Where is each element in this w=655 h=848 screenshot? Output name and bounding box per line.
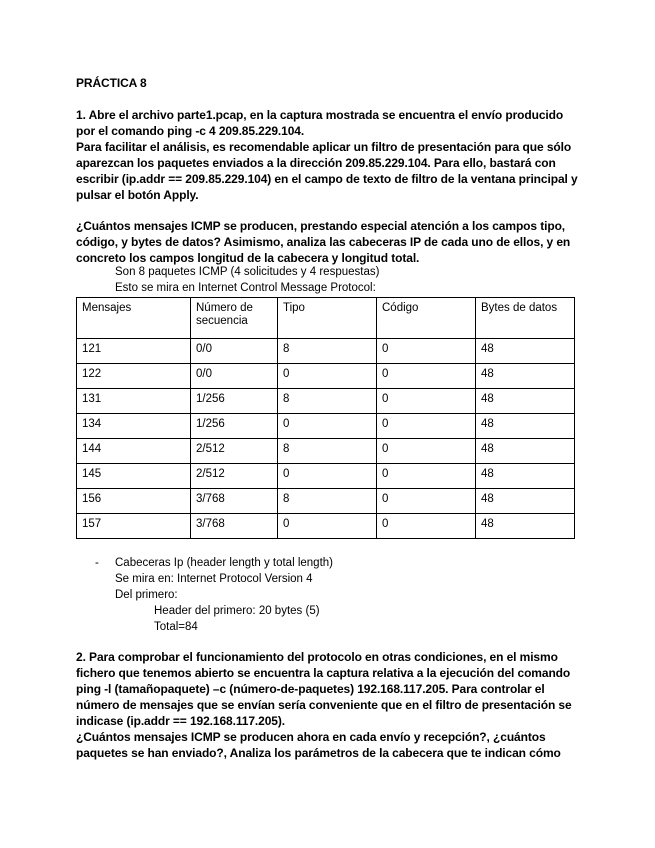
column-header: Bytes de datos: [476, 298, 575, 339]
table-row: [77, 514, 575, 539]
text-line: escribir (ip.addr == 209.85.229.104) en el campo de texto de filtro de la ventana principal y: [76, 172, 578, 186]
ip-notes-detail: [154, 603, 320, 635]
ip-notes: [115, 555, 333, 603]
table-cell: 144: [77, 439, 191, 464]
text-line: indicase (ip.addr == 192.168.117.205).: [76, 714, 285, 728]
table-cell: 2/512: [191, 439, 278, 464]
bullet-marker: -: [95, 557, 99, 569]
text-line: 2. Para comprobar el funcionamiento del protocolo en otras condiciones, en el mismo: [76, 650, 558, 664]
table-cell: 0/0: [191, 364, 278, 389]
table-cell: 8: [278, 389, 377, 414]
text-line: Cabeceras Ip (header length y total length): [115, 557, 333, 569]
text-line: ¿Cuántos mensajes ICMP se producen ahora en cada envío y recepción?, ¿cuántos: [76, 730, 546, 744]
question-1-prompt: [76, 218, 586, 266]
table-cell: 48: [476, 514, 575, 539]
table-cell: 0: [377, 389, 476, 414]
table-cell: 1/256: [191, 414, 278, 439]
text-line: Se mira en: Internet Protocol Version 4: [115, 573, 313, 585]
table-cell: 0: [377, 489, 476, 514]
text-line: Header del primero: 20 bytes (5): [154, 605, 320, 617]
table-cell: 48: [476, 439, 575, 464]
table-cell: 3/768: [191, 514, 278, 539]
text-line: fichero que tenemos abierto se encuentra la captura relativa a la ejecución del comando: [76, 666, 571, 680]
text-line: Son 8 paquetes ICMP (4 solicitudes y 4 respuestas): [115, 266, 380, 278]
question-1-text: [76, 107, 586, 203]
table-cell: 156: [77, 489, 191, 514]
table-cell: 48: [476, 389, 575, 414]
table-cell: 0: [377, 464, 476, 489]
table-cell: 0: [377, 339, 476, 364]
text-line: ping -l (tamañopaquete) –c (número-de-paquetes) 192.168.117.205. Para controlar el: [76, 682, 545, 696]
column-header: Tipo: [278, 298, 377, 339]
table-cell: 0: [377, 364, 476, 389]
text-line: por el comando ping -c 4 209.85.229.104.: [76, 124, 305, 138]
text-line: Esto se mira en Internet Control Message Protocol:: [115, 282, 376, 294]
table-cell: 131: [77, 389, 191, 414]
table-cell: 48: [476, 414, 575, 439]
table-cell: 1/256: [191, 389, 278, 414]
table-cell: 48: [476, 464, 575, 489]
text-line: Total=84: [154, 621, 198, 633]
table-cell: 157: [77, 514, 191, 539]
answer-1: [115, 264, 379, 296]
text-line: aparezcan los paquetes enviados a la dirección 209.85.229.104. Para ello, bastará con: [76, 156, 556, 170]
table-cell: 3/768: [191, 489, 278, 514]
text-line: ¿Cuántos mensajes ICMP se producen, prestando especial atención a los campos tipo,: [76, 219, 566, 233]
icmp-table: [76, 297, 575, 539]
table-row: [77, 414, 575, 439]
table-row: [77, 489, 575, 514]
table-row: [77, 389, 575, 414]
table-cell: 48: [476, 489, 575, 514]
table-header-row: [77, 298, 575, 339]
text-line: concreto los campos longitud de la cabecera y longitud total.: [76, 251, 420, 265]
table-cell: 8: [278, 489, 377, 514]
page-title: PRÁCTICA 8: [76, 76, 147, 90]
text-line: Para facilitar el análisis, es recomendable aplicar un filtro de presentación para que sólo: [76, 140, 572, 154]
table-row: [77, 364, 575, 389]
text-line: código, y bytes de datos? Asimismo, analiza las cabeceras IP de cada uno de ellos, y en: [76, 235, 571, 249]
text-line: paquetes se han enviado?, Analiza los parámetros de la cabecera que te indican cómo: [76, 746, 561, 760]
table-cell: 0: [278, 414, 377, 439]
text-line: Del primero:: [115, 589, 178, 601]
table-cell: 0: [278, 464, 377, 489]
table-cell: 0: [377, 439, 476, 464]
table-cell: 0: [278, 514, 377, 539]
table-cell: 121: [77, 339, 191, 364]
table-row: [77, 464, 575, 489]
table-cell: 122: [77, 364, 191, 389]
table-cell: 8: [278, 439, 377, 464]
table-row: [77, 439, 575, 464]
table-cell: 2/512: [191, 464, 278, 489]
table-cell: 0: [278, 364, 377, 389]
table-cell: 0: [377, 414, 476, 439]
table-cell: 8: [278, 339, 377, 364]
table-cell: 48: [476, 339, 575, 364]
table-cell: 145: [77, 464, 191, 489]
table-cell: 134: [77, 414, 191, 439]
table-cell: 0: [377, 514, 476, 539]
table-row: [77, 339, 575, 364]
text-line: número de mensajes que se envían sería conveniente que en el filtro de presentación se: [76, 698, 572, 712]
table-cell: 48: [476, 364, 575, 389]
table-cell: 0/0: [191, 339, 278, 364]
question-2-text: [76, 649, 586, 761]
column-header: Número de secuencia: [191, 298, 278, 339]
text-line: pulsar el botón Apply.: [76, 188, 199, 202]
text-line: 1. Abre el archivo parte1.pcap, en la captura mostrada se encuentra el envío producido: [76, 108, 564, 122]
column-header: Mensajes: [77, 298, 191, 339]
column-header: Código: [377, 298, 476, 339]
